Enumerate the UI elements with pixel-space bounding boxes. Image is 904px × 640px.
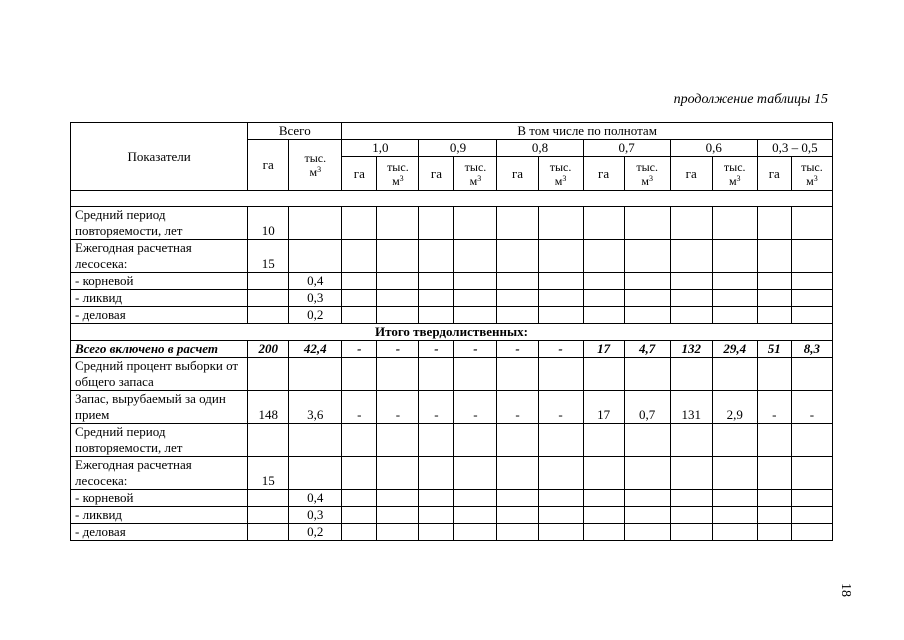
table-cell — [342, 240, 377, 273]
table-cell — [670, 240, 712, 273]
row-label: Запас, вырубаемый за один прием — [71, 391, 248, 424]
table-cell — [624, 524, 670, 541]
table-cell — [248, 490, 289, 507]
section-hardwood-title: Итого твердолиственных: — [71, 324, 833, 341]
table-cell — [342, 524, 377, 541]
unit-thousand-m3: тыс. $м^3$ — [454, 157, 497, 191]
table-cell — [538, 207, 583, 240]
unit-thousand-m3: тыс. $м^3$ — [377, 157, 419, 191]
table-caption: продолжение таблицы 15 — [673, 92, 828, 107]
header-density-4: 0,7 — [583, 140, 670, 157]
table-cell — [538, 240, 583, 273]
table-cell — [624, 457, 670, 490]
table-cell: 8,3 — [791, 341, 832, 358]
table-cell — [791, 273, 832, 290]
table-cell — [791, 240, 832, 273]
row-label: Ежегодная расчетная лесосека: — [71, 457, 248, 490]
table-cell — [538, 290, 583, 307]
table-body — [71, 123, 833, 541]
table-cell: 0,4 — [289, 490, 342, 507]
table-cell — [538, 507, 583, 524]
table-cell — [248, 307, 289, 324]
table-cell — [454, 290, 497, 307]
table-cell — [670, 307, 712, 324]
table-cell — [497, 358, 538, 391]
table-cell — [342, 358, 377, 391]
table-cell — [791, 457, 832, 490]
table-cell: 15 — [248, 240, 289, 273]
table-cell — [712, 457, 757, 490]
row-label: Средний период повторяемости, лет — [71, 207, 248, 240]
table-cell: 17 — [583, 341, 624, 358]
blank-row — [71, 191, 833, 207]
table-cell — [757, 424, 791, 457]
table-cell: 2,9 — [712, 391, 757, 424]
header-density-2: 0,9 — [419, 140, 497, 157]
table-cell — [712, 507, 757, 524]
page-number: 18 — [838, 583, 853, 597]
table-cell — [342, 307, 377, 324]
table-cell — [419, 507, 454, 524]
table-cell — [289, 240, 342, 273]
table-row — [71, 358, 833, 391]
table-cell — [342, 273, 377, 290]
table-cell — [419, 207, 454, 240]
table-cell — [454, 507, 497, 524]
table-cell — [583, 358, 624, 391]
forest-allowance-table — [70, 122, 833, 541]
table-cell — [670, 207, 712, 240]
table-cell — [377, 273, 419, 290]
table-cell — [712, 207, 757, 240]
table-cell: 0,3 — [289, 507, 342, 524]
header-density-1: 1,0 — [342, 140, 419, 157]
table-cell — [454, 307, 497, 324]
row-label: - корневой — [71, 490, 248, 507]
table-cell — [497, 207, 538, 240]
row-label: - ликвид — [71, 507, 248, 524]
table-cell — [624, 358, 670, 391]
unit-thousand-m3: тыс. $м^3$ — [624, 157, 670, 191]
table-cell — [624, 307, 670, 324]
table-cell — [670, 424, 712, 457]
table-cell — [454, 240, 497, 273]
table-cell — [497, 307, 538, 324]
table-cell — [342, 490, 377, 507]
table-cell — [419, 424, 454, 457]
table-cell — [712, 358, 757, 391]
table-cell — [712, 240, 757, 273]
unit-ha: га — [419, 157, 454, 191]
table-cell — [583, 457, 624, 490]
table-cell — [377, 290, 419, 307]
table-cell — [419, 358, 454, 391]
table-row — [71, 240, 833, 273]
table-cell: - — [454, 391, 497, 424]
table-cell — [538, 358, 583, 391]
table-cell — [377, 490, 419, 507]
header-total: Всего — [248, 123, 342, 140]
table-cell: - — [342, 391, 377, 424]
table-row — [71, 524, 833, 541]
table-cell — [757, 358, 791, 391]
header-density-3: 0,8 — [497, 140, 583, 157]
header-total-thousand-m3: тыс. $м^3$ — [289, 140, 342, 191]
table-cell — [454, 273, 497, 290]
table-cell — [712, 424, 757, 457]
table-cell: 3,6 — [289, 391, 342, 424]
table-cell — [342, 457, 377, 490]
table-cell — [670, 273, 712, 290]
table-cell: 0,2 — [289, 307, 342, 324]
table-cell — [712, 307, 757, 324]
table-cell: 132 — [670, 341, 712, 358]
table-cell: - — [791, 391, 832, 424]
table-cell — [757, 524, 791, 541]
table-cell — [538, 273, 583, 290]
table-cell — [248, 507, 289, 524]
table-cell: - — [538, 391, 583, 424]
table-cell: 29,4 — [712, 341, 757, 358]
table-cell: - — [757, 391, 791, 424]
table-cell — [712, 524, 757, 541]
table-cell — [248, 358, 289, 391]
header-density-6: 0,3 – 0,5 — [757, 140, 832, 157]
table-row — [71, 490, 833, 507]
table-cell: 4,7 — [624, 341, 670, 358]
table-cell — [791, 424, 832, 457]
table-cell — [454, 524, 497, 541]
table-cell: 10 — [248, 207, 289, 240]
table-cell: 0,3 — [289, 290, 342, 307]
table-cell — [538, 424, 583, 457]
table-cell — [583, 290, 624, 307]
table-row — [71, 391, 833, 424]
table-cell — [248, 273, 289, 290]
table-cell: 200 — [248, 341, 289, 358]
header-including: В том числе по полнотам — [342, 123, 833, 140]
header-total-ha: га — [248, 140, 289, 191]
table-cell — [419, 457, 454, 490]
row-label: Средний период повторяемости, лет — [71, 424, 248, 457]
table-cell — [454, 207, 497, 240]
table-row — [71, 507, 833, 524]
table-cell — [583, 207, 624, 240]
table-cell — [419, 490, 454, 507]
table-cell — [454, 490, 497, 507]
table-cell — [583, 307, 624, 324]
table-cell — [497, 457, 538, 490]
table-cell — [289, 358, 342, 391]
table-row — [71, 424, 833, 457]
table-cell — [497, 490, 538, 507]
table-cell — [791, 307, 832, 324]
table-cell: - — [497, 341, 538, 358]
table-cell: - — [538, 341, 583, 358]
table-cell — [757, 290, 791, 307]
table-cell — [791, 290, 832, 307]
table-row — [71, 457, 833, 490]
table-cell — [342, 507, 377, 524]
table-cell — [624, 207, 670, 240]
table-cell — [497, 273, 538, 290]
table-cell — [538, 490, 583, 507]
unit-thousand-m3: тыс. $м^3$ — [538, 157, 583, 191]
table-cell — [624, 490, 670, 507]
table-cell — [624, 240, 670, 273]
table-cell — [497, 240, 538, 273]
row-label: - деловая — [71, 307, 248, 324]
table-cell — [454, 358, 497, 391]
table-cell — [289, 207, 342, 240]
table-cell — [342, 290, 377, 307]
table-cell — [791, 524, 832, 541]
unit-ha: га — [342, 157, 377, 191]
table-cell: 0,7 — [624, 391, 670, 424]
table-cell — [419, 290, 454, 307]
row-label: Средний процент выборки от общего запаса — [71, 358, 248, 391]
table-cell — [377, 424, 419, 457]
row-label: Ежегодная расчетная лесосека: — [71, 240, 248, 273]
table-cell — [497, 524, 538, 541]
table-cell — [377, 457, 419, 490]
row-label: - ликвид — [71, 290, 248, 307]
table-cell — [757, 507, 791, 524]
table-cell — [791, 507, 832, 524]
table-cell — [757, 240, 791, 273]
table-cell — [583, 490, 624, 507]
table-row — [71, 341, 833, 358]
table-cell — [289, 424, 342, 457]
unit-ha: га — [670, 157, 712, 191]
table-cell — [712, 490, 757, 507]
table-cell: 0,2 — [289, 524, 342, 541]
table-cell — [377, 358, 419, 391]
table-cell — [377, 207, 419, 240]
table-cell — [791, 358, 832, 391]
table-cell — [624, 507, 670, 524]
table-cell: 17 — [583, 391, 624, 424]
table-cell — [791, 490, 832, 507]
table-cell — [419, 273, 454, 290]
table-cell — [583, 240, 624, 273]
unit-thousand-m3: тыс. $м^3$ — [791, 157, 832, 191]
table-cell — [670, 524, 712, 541]
table-cell — [419, 307, 454, 324]
table-cell — [670, 457, 712, 490]
header-indicators: Показатели — [71, 123, 248, 191]
row-label: Всего включено в расчет — [71, 341, 248, 358]
table-cell — [624, 424, 670, 457]
table-cell — [538, 524, 583, 541]
table-cell — [419, 240, 454, 273]
row-label: - деловая — [71, 524, 248, 541]
table-cell — [757, 273, 791, 290]
table-row — [71, 307, 833, 324]
table-row — [71, 273, 833, 290]
table-cell: 0,4 — [289, 273, 342, 290]
table-cell — [583, 524, 624, 541]
table-cell — [757, 307, 791, 324]
table-cell: - — [377, 391, 419, 424]
table-cell: - — [419, 341, 454, 358]
table-cell — [583, 507, 624, 524]
table-cell — [419, 524, 454, 541]
table-cell — [342, 424, 377, 457]
section-row — [71, 324, 833, 341]
table-cell — [377, 307, 419, 324]
table-cell — [757, 207, 791, 240]
table-cell — [289, 457, 342, 490]
table-cell: 148 — [248, 391, 289, 424]
table-cell — [248, 290, 289, 307]
table-cell — [497, 507, 538, 524]
table-cell — [377, 240, 419, 273]
table-cell — [757, 490, 791, 507]
table-cell: 131 — [670, 391, 712, 424]
row-label: - корневой — [71, 273, 248, 290]
table-cell — [624, 290, 670, 307]
unit-thousand-m3: тыс. $м^3$ — [712, 157, 757, 191]
table-cell — [248, 424, 289, 457]
table-cell — [454, 424, 497, 457]
table-cell — [538, 307, 583, 324]
table-cell — [624, 273, 670, 290]
table-cell: - — [377, 341, 419, 358]
table-cell — [377, 507, 419, 524]
header-density-5: 0,6 — [670, 140, 757, 157]
table-cell — [670, 290, 712, 307]
table-cell: - — [419, 391, 454, 424]
table-cell — [670, 507, 712, 524]
table-cell: - — [497, 391, 538, 424]
table-cell: - — [342, 341, 377, 358]
table-cell — [712, 290, 757, 307]
table-cell — [670, 358, 712, 391]
table-row — [71, 290, 833, 307]
table-cell: - — [454, 341, 497, 358]
table-cell — [791, 207, 832, 240]
header-row-1 — [71, 123, 833, 140]
table-cell — [497, 290, 538, 307]
table-cell — [583, 273, 624, 290]
table-cell — [454, 457, 497, 490]
table-cell — [538, 457, 583, 490]
table-cell — [583, 424, 624, 457]
unit-ha: га — [497, 157, 538, 191]
unit-ha: га — [757, 157, 791, 191]
table-cell — [377, 524, 419, 541]
table-cell: 51 — [757, 341, 791, 358]
table-row — [71, 207, 833, 240]
table-cell: 42,4 — [289, 341, 342, 358]
table-cell — [248, 524, 289, 541]
table-cell — [342, 207, 377, 240]
unit-ha: га — [583, 157, 624, 191]
table-cell — [497, 424, 538, 457]
table-cell — [757, 457, 791, 490]
table-cell — [712, 273, 757, 290]
table-cell: 15 — [248, 457, 289, 490]
table-cell — [670, 490, 712, 507]
